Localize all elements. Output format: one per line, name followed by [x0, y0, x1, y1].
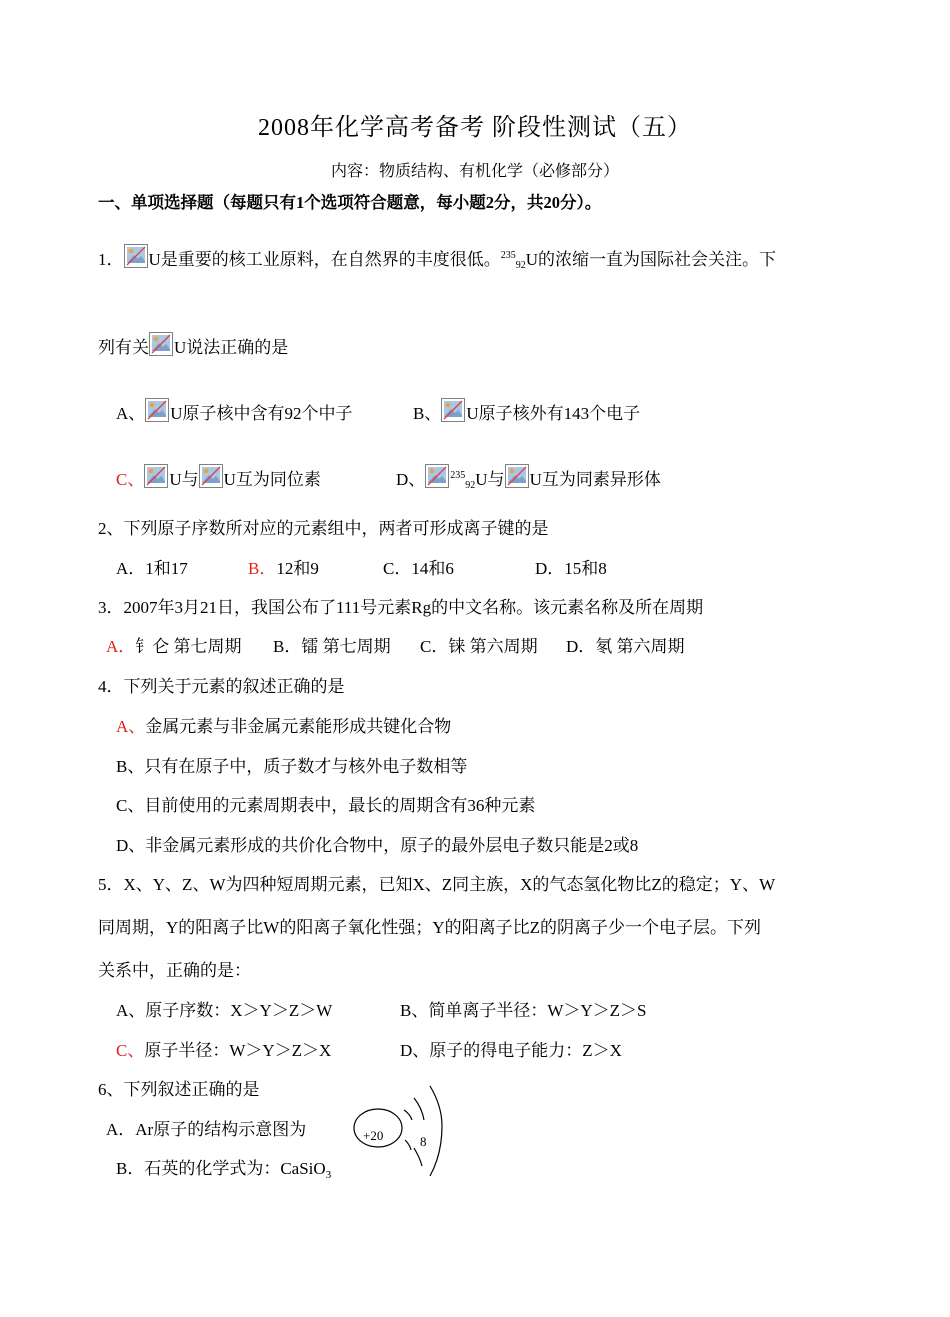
answer-option-label: A．	[106, 637, 136, 656]
broken-image-icon	[124, 244, 148, 268]
question-2-option-a: A．1和17	[116, 559, 188, 578]
answer-option-label: C、	[116, 470, 145, 489]
question-1-option-c	[116, 464, 321, 491]
question-1-line-2	[98, 332, 288, 359]
electron-shell-3	[430, 1086, 442, 1176]
broken-image-icon	[199, 464, 223, 488]
question-5-line-1: 5．X、Y、Z、W为四种短周期元素，已知X、Z同主族，X的气态氢化物比Z的稳定；Y、W	[98, 875, 776, 894]
atomic-structure-diagram	[350, 1080, 460, 1180]
option-text: 12和9	[276, 559, 319, 578]
nucleus-charge: +20	[363, 1128, 384, 1143]
question-4-option-c: C、目前使用的元素周期表中，最长的周期含有36种元素	[116, 796, 536, 815]
answer-option-label: C、	[116, 1041, 145, 1060]
electron-shell-1	[404, 1110, 412, 1150]
broken-image-icon	[149, 332, 173, 356]
electron-shell-2	[414, 1098, 424, 1166]
broken-image-icon	[144, 464, 168, 488]
question-3-text: 3．2007年3月21日，我国公布了111号元素Rg的中文名称。该元素名称及所在周期	[98, 598, 704, 617]
option-label: A、	[116, 404, 146, 423]
question-2-text: 2、下列原子序数所对应的元素组中，两者可形成离子键的是	[98, 519, 549, 538]
broken-image-icon	[505, 464, 529, 488]
question-3-option-b: B．镭 第七周期	[273, 637, 391, 656]
question-2-option-c: C．14和6	[383, 559, 454, 578]
answer-option-label: B．	[248, 559, 277, 578]
question-1-line-1	[98, 244, 776, 277]
atomic-number: 92	[465, 480, 476, 491]
option-label: D、	[396, 470, 426, 489]
option-text: U原子核中含有92个中子	[170, 404, 353, 423]
mass-number: 235	[450, 470, 466, 481]
question-5-line-3: 关系中，正确的是：	[98, 961, 251, 980]
question-1-text-c: 列有关	[98, 338, 149, 357]
option-text: U与	[475, 470, 505, 489]
question-1-option-a	[116, 398, 353, 425]
question-5-option-c	[116, 1040, 331, 1062]
question-5-option-d: D、原子的得电子能力：Z＞X	[400, 1041, 622, 1060]
question-6-option-a: A．Ar原子的结构示意图为	[106, 1120, 307, 1139]
question-6-option-b	[116, 1158, 331, 1186]
option-text: 钅仑 第七周期	[135, 637, 242, 656]
answer-option-label: A、	[116, 717, 146, 736]
broken-image-icon	[441, 398, 465, 422]
option-text: 金属元素与非金属元素能形成共键化合物	[145, 717, 452, 736]
question-1-option-b	[413, 398, 640, 425]
section-heading: 一、单项选择题（每题只有1个选项符合题意，每小题2分，共20分）。	[98, 193, 602, 212]
question-6-text: 6、下列叙述正确的是	[98, 1080, 260, 1099]
question-3-option-c: C．铼 第六周期	[420, 637, 538, 656]
shell-electron-count: 8	[420, 1134, 427, 1149]
page-subtitle: 内容：物质结构、有机化学（必修部分）	[330, 163, 619, 180]
question-4-option-a	[116, 716, 451, 738]
question-4-option-d: D、非金属元素形成的共价化合物中，原子的最外层电子数只能是2或8	[116, 836, 639, 855]
question-3-option-a	[106, 636, 242, 658]
option-text: U互为同位素	[223, 470, 321, 489]
mass-number: 235	[500, 250, 516, 261]
question-2-option-d: D．15和8	[535, 559, 607, 578]
option-text: B．石英的化学式为：CaSiO	[116, 1159, 326, 1178]
broken-image-icon	[425, 464, 449, 488]
page-title: 2008年化学高考备考 阶段性测试（五）	[258, 115, 692, 141]
subscript: 3	[325, 1169, 332, 1181]
question-1-option-d	[396, 464, 661, 497]
question-4-text: 4．下列关于元素的叙述正确的是	[98, 677, 345, 696]
question-1-number: 1．	[98, 250, 124, 269]
question-1-text-d: U说法正确的是	[174, 338, 289, 357]
question-5-option-b: B、简单离子半径：W＞Y＞Z＞S	[400, 1001, 647, 1020]
option-label: B、	[413, 404, 442, 423]
question-1-text-b: U的浓缩一直为国际社会关注。下	[525, 250, 777, 269]
option-text: U与	[169, 470, 199, 489]
option-text: U原子核外有143个电子	[466, 404, 641, 423]
question-3-option-d: D．氡 第六周期	[566, 637, 685, 656]
question-2-option-b	[248, 558, 319, 580]
option-text: 原子半径：W＞Y＞Z＞X	[144, 1041, 332, 1060]
question-4-option-b: B、只有在原子中，质子数才与核外电子数相等	[116, 757, 468, 776]
broken-image-icon	[145, 398, 169, 422]
atomic-number: 92	[515, 260, 526, 271]
question-5-line-2: 同周期，Y的阳离子比W的阳离子氧化性强；Y的阳离子比Z的阴离子少一个电子层。下列	[98, 918, 761, 937]
question-1-text-a: U是重要的核工业原料，在自然界的丰度很低。	[148, 250, 501, 269]
option-text: U互为同素异形体	[529, 470, 661, 489]
question-5-option-a: A、原子序数：X＞Y＞Z＞W	[116, 1001, 333, 1020]
